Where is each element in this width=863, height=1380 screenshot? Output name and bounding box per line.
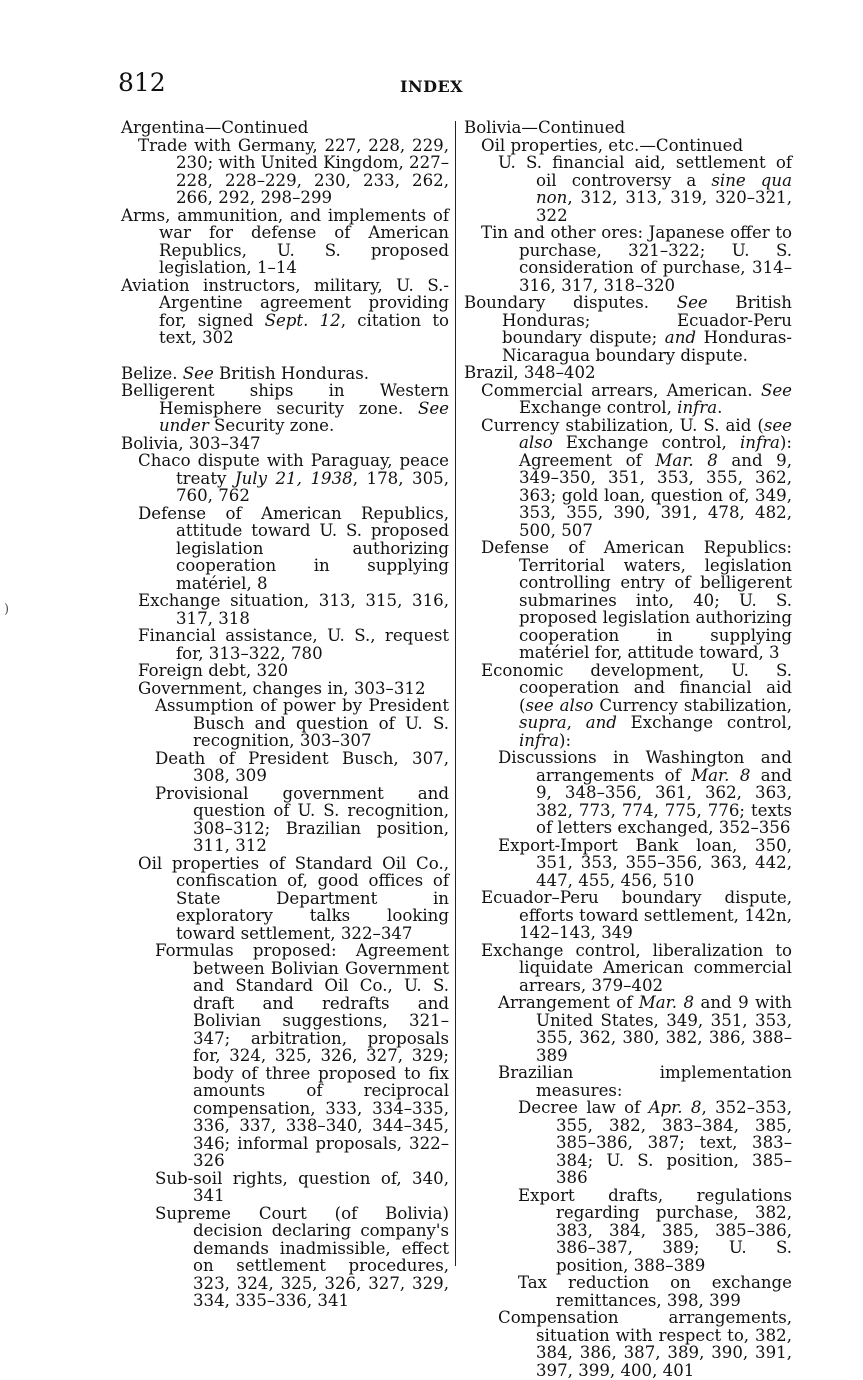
index-entry: Brazil, 348–402 bbox=[464, 363, 596, 382]
index-entry: U. S. financial aid, settlement of oil controversy a sine qua non, 312, 313, 319, 320–321, 322 bbox=[498, 153, 793, 225]
margin-mark: ) bbox=[4, 602, 10, 617]
index-entry: Assumption of power by President Busch and question of U. S. recognition, 303–307 bbox=[155, 696, 449, 750]
index-entry: Financial assistance, U. S., request for, 313–322, 780 bbox=[138, 626, 449, 663]
index-entry: Belligerent ships in Western Hemisphere security zone. See under Security zone. bbox=[121, 381, 449, 435]
index-entry: Bolivia, 303–347 bbox=[121, 433, 261, 453]
index-entry: Trade with Germany, 227, 228, 229, 230; with United Kingdom, 227–228, 228–229, 230, 233, 262, 266, 292, 298–299 bbox=[138, 135, 449, 207]
index-entry: Chaco dispute with Paraguay, peace treaty July 21, 1938, 178, 305, 760, 762 bbox=[138, 451, 449, 505]
index-entry: Bolivia—Continued bbox=[464, 118, 626, 137]
index-entry: Exchange situation, 313, 315, 316, 317, 318 bbox=[138, 591, 449, 628]
index-entry: Discussions in Washington and arrangements of Mar. 8 and 9, 348–356, 361, 362, 363, 382, 773, 774, 775, 776; texts of letters exchanged, 352–356 bbox=[498, 748, 792, 837]
index-entry: Arrangement of Mar. 8 and 9 with United States, 349, 351, 353, 355, 362, 380, 382, 386, 388–389 bbox=[498, 993, 792, 1065]
index-entry: Arms, ammunition, and implements of war for defense of American Republics, U. S. proposed legislation, 1–14 bbox=[121, 205, 449, 277]
index-entry: Government, changes in, 303–312 bbox=[138, 678, 426, 698]
index-column-right bbox=[464, 119, 792, 1379]
index-entry: Economic development, U. S. cooperation and financial aid (see also Currency stabilization, supra, and Exchange control, infra): bbox=[481, 660, 793, 750]
index-entry: Aviation instructors, military, U. S.-Argentine agreement providing for, signed Sept. 12, citation to text, 302 bbox=[121, 275, 449, 347]
index-entry: Oil properties, etc.—Continued bbox=[481, 135, 744, 155]
index-entry: Brazilian implementation measures: bbox=[498, 1063, 792, 1100]
index-entry: Sub-soil rights, question of, 340, 341 bbox=[155, 1168, 449, 1205]
index-entry: Defense of American Republics: Territorial waters, legislation controlling entry of belligerent submarines into, 40; U. S. proposed legislation authorizing cooperation in supplying matériel for, attitude toward, 3 bbox=[481, 538, 792, 662]
page-header bbox=[0, 0, 863, 110]
index-entry: Export drafts, regulations regarding purchase, 382, 383, 384, 385, 385–386, 386–387, 389; U. S. position, 388–389 bbox=[518, 1185, 792, 1275]
index-entry: Provisional government and question of U. S. recognition, 308–312; Brazilian position, 311, 312 bbox=[155, 783, 449, 855]
index-entry: Decree law of Apr. 8, 352–353, 355, 382, 383–384, 385, 385–386, 387; text, 383–384; U. S. position, 385–386 bbox=[518, 1098, 792, 1187]
index-entry: Compensation arrangements, situation with respect to, 382, 384, 386, 387, 389, 390, 391, 397, 399, 400, 401 bbox=[498, 1308, 792, 1380]
index-entry: Tin and other ores: Japanese offer to purchase, 321–322; U. S. consideration of purchase, 314–316, 317, 318–320 bbox=[481, 223, 792, 295]
index-entry: Tax reduction on exchange remittances, 398, 399 bbox=[518, 1273, 792, 1310]
index-entry: Defense of American Republics, attitude toward U. S. proposed legislation authorizing cooperation in supplying matériel, 8 bbox=[138, 503, 449, 593]
index-column-left bbox=[121, 119, 449, 1310]
index-entry: Foreign debt, 320 bbox=[138, 661, 289, 680]
index-entry: Ecuador–Peru boundary dispute, efforts toward settlement, 142n, 142–143, 349 bbox=[481, 888, 792, 942]
index-entry: Formulas proposed: Agreement between Bolivian Government and Standard Oil Co., U. S. draft and redrafts and Bolivian suggestions, 321–347; arbitration, proposals for, 324, 325, 326, 327, 329; body of three proposed to fix amounts of reciprocal compensation, 333, 334–335, 336, 337, 338–340, 344–345, 346; informal proposals, 322–326 bbox=[155, 941, 449, 1170]
index-entry: Currency stabilization, U. S. aid (see also Exchange control, infra): Agreement of Mar. 8 and 9, 349–350, 351, 353, 355, 362, 363; gold loan, question of, 349, 353, 355, 390, 391, 478, 482, 500, 507 bbox=[481, 415, 792, 540]
index-entry: Argentina—Continued bbox=[121, 118, 309, 137]
index-entry: Belize. See British Honduras. bbox=[121, 363, 369, 383]
column-divider bbox=[455, 121, 456, 1266]
index-entry: Supreme Court (of Bolivia) decision declaring company's demands inadmissible, effect on settlement procedures, 323, 324, 325, 326, 327, 329, 334, 335–336, 341 bbox=[155, 1203, 449, 1310]
index-entry: Commercial arrears, American. See Exchange control, infra. bbox=[481, 380, 792, 417]
index-entry: Export-Import Bank loan, 350, 351, 353, 355–356, 363, 442, 447, 455, 456, 510 bbox=[498, 835, 792, 890]
index-entry: Oil properties of Standard Oil Co., confiscation of, good offices of State Department in exploratory talks looking toward settlement, 322–347 bbox=[138, 853, 449, 943]
index-entry: Death of President Busch, 307, 308, 309 bbox=[155, 748, 449, 785]
index-entry: Exchange control, liberalization to liquidate American commercial arrears, 379–402 bbox=[481, 940, 792, 995]
running-head: INDEX bbox=[399, 77, 464, 96]
index-entry: Boundary disputes. See British Honduras; Ecuador-Peru boundary dispute; and Honduras-Nicaragua boundary dispute. bbox=[464, 293, 792, 365]
page-number: 812 bbox=[118, 68, 166, 97]
